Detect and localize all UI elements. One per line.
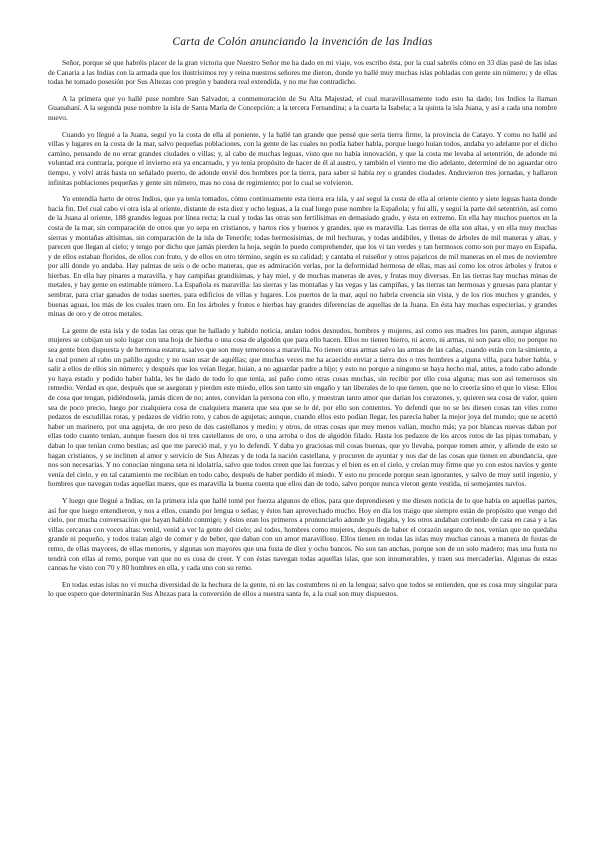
paragraph: Cuando yo llegué a la Juana, seguí yo la costa de ella al poniente, y la hallé tan grande que pensé que sería tierra firme, la provincia de Catayo. Y como no hallé así villas y lugares en la costa de la mar, salvo pequeñas poblaciones, con la gente de las cuales no podía haber habla, porque luego huían todos, andaba yo adelante por el dicho camino, pensando de no errar grandes ciudades o villas; y, al cabo de muchas leguas, visto que no había innovación, y que la costa me levaba al setentrión, de adonde mi voluntad era contraria, porque el invierno era ya encarnado, y yo tenía propósito de hacer de él al austro, y también el viento me dio adelante, determiné de no aguardar otro tiempo, y volví atrás hasta un señalado puerto, de adonde envié dos hombres por la tierra, para saber si había rey o grandes ciudades. Anduvieron tres jornadas, y hallaron infinitas poblaciones pequeñas y gente sin número, mas no cosa de regimiento; por lo cual se volvieron. — [48, 129, 557, 187]
paragraph: Señor, porque sé que habréis placer de la gran victoria que Nuestro Señor me ha dado en mi viaje, vos escribo ésta, por la cual sabréis cómo en 33 días pasé de las islas de Canaria a las Indias con la armada que los ilustrísimos rey y reina nuestros señores me dieron, donde yo hallé muy muchas islas pobladas con gente sin número; y de ellas todas he tomado posesión por Sus Altezas con pregón y bandera real extendida, y no me fue contradicho. — [48, 58, 557, 87]
paragraph: Y luego que llegué a Indias, en la primera isla que hallé tomé por fuerza algunos de ellos, para que deprendiesen y me diesen noticia de lo que había en aquellas partes, así fue que luego entendieron, y nos a ellos, cuando por lengua o señas; y éstos han aprovechado mucho. Hoy en día los traigo que siempre están de propósito que vengo del cielo, por mucha conversación que hayan habido conmigo; y éstos eran los primeros a pronunciarlo adonde yo llegaba, y los otros andaban corriendo de casa en casa y a las villas cercanas con voces altas: venid, venid a ver la gente del cielo; así todos, hombres como mujeres, después de haber el corazón seguro de nos, venían que no quedaba grande ni pequeño, y todos traían algo de comer y de beber, que daban con un amor maravilloso. Ellos tienen en todas las islas muy muchas canoas a manera de fustas de remo, de ellas mayores, de ellas menores, y algunas son mayores que una fusta de diez y ocho bancos. No son tan anchas, porque son de un solo madero; mas una fusta no tendrá con ellas al remo, porque van que no es cosa de creer. Y con éstas navegan todas aquellas islas, que son innumerables, y traen sus mercaderías. Algunas de estas canoas he visto con 70 y 80 hombres en ella, y cada uno con su remo. — [48, 495, 557, 573]
paragraph: Yo entendía harto de otros Indios, que ya tenía tomados, cómo continuamente esta tierra era isla, y así seguí la costa de ella al oriente ciento y siete leguas hasta donde hacía fin. Del cual cabo vi otra isla al oriente, distante de esta diez y ocho leguas, a la cual luego puse nombre la Española; y fui allí, y seguí la parte del setentrión, así como de la Juana al oriente, 188 grandes leguas por línea recta; la cual y todas las otras son fertilísimas en demasiado grado, y ésta en extremo. En ella hay muchos puertos en la costa de la mar, sin comparación de otros que yo sepa en cristianos, y hartos ríos y buenos y grandes, que es maravilla. Las tierras de ella son altas, y en ella muy muchas sierras y montañas altísimas, sin comparación de la isla de Tenerife; todas hermosísimas, de mil hechuras, y todas andábiles, y llenas de árboles de mil maneras y altas, y parecen que llegan al cielo; y tengo por dicho que jamás pierden la hoja, según lo puedo comprehender, que los vi tan verdes y tan hermosos como son por mayo en España, y de ellos estaban floridos, de ellos con fruto, y de ellos en otro término, según es su calidad; y cantaba el ruiseñor y otros pajaricos de mil maneras en el mes de noviembre por allí donde yo andaba. Hay palmas de seis o de ocho maneras, que es admiración verlas, por la deformidad hermosa de ellas, mas así como los otros árboles y frutos e hierbas. En ella hay pinares a maravilla, y hay campiñas grandísimas, y hay miel, y de muchas maneras de aves, y frutas muy diversas. En las tierras hay muchas minas de metales, y hay gente en estimable número. La Española es maravilla: las sierras y las montañas y las vegas y las campiñas, y las tierras tan hermosas y gruesas para plantar y sembrar, para criar ganados de todas suertes, para edificios de villas y lugares. Los puertos de la mar, aquí no habría creencia sin vista, y de los ríos muchos y grandes, y buenas aguas, los más de los cuales traen oro. En los árboles y frutos e hierbas hay grandes diferencias de aquellas de la Juana. En ésta hay muchas especierías, y grandes minas de oro y de otros metales. — [48, 194, 557, 319]
paragraph: La gente de esta isla y de todas las otras que he hallado y habido noticia, andan todos desnudos, hombres y mujeres, así como sus madres los paren, aunque algunas mujeres se cobijan un solo lugar con una hoja de hierba o una cosa de algodón que para ello hacen. Ellos no tienen hierro, ni acero, ni armas, ni son para ello; no porque no sea gente bien dispuesta y de hermosa estatura, salvo que son muy temerosos a maravilla. No tienen otras armas salvo las armas de las cañas, cuando están con la simiente, a la cual ponen al cabo un palillo agudo; y no osan usar de aquéllas; que muchas veces me ha acaecido enviar a tierra dos o tres hombres a alguna villa, para haber habla, y salir a ellos de ellos sin número; y después que los veían llegar, huían, a no aguardar padre a hijo; y esto no porque a ninguno se haya hecho mal, antes, a todo cabo adonde yo haya estado y podido haber habla, les he dado de todo lo que tenía, así paño como otras cosas muchas, sin recibir por ello cosa alguna; mas son así temerosos sin remedio. Verdad es que, después que se aseguran y pierden este miedo, ellos son tanto sin engaño y tan liberales de lo que tienen, que no lo creería sino el que lo viese. Ellos de cosa que tengan, pidiéndosela, jamás dicen de no; antes, convidan la persona con ello, y muestran tanto amor que darían los corazones, y, quieren sea cosa de valor, quien sea de poco precio, luego por cualquiera cosa de cualquiera manera que sea que se le dé, por ello son contentos. Yo defendí que no se les diesen cosas tan viles como pedazos de escudillas rotas, y pedazos de vidrio roto, y cabos de agujetas; aunque, cuando ellos esto podían llegar, les parecía haber la mejor joya del mundo; que se acertó haber un marinero, por una agujeta, de oro peso de dos castellanos y medio; y otros, de otras cosas que muy menos valían, mucho más; ya por blancas nuevas daban por ellas todo cuanto tenían, aunque fuesen dos ni tres castellanos de oro, o una arroba o dos de algodón filado. Hasta los pedazos de los arcos rotos de las pipas tomaban, y daban lo que tenían como bestias; así que me pareció mal, y yo lo defendí. Y daba yo graciosas mil cosas buenas, que yo llevaba, porque tomen amor, y allende de esto se hagan cristianos, y se inclinen al amor y servicio de Sus Altezas y de toda la nación castellana, y procuren de ayuntar y nos dar de las cosas que tienen en abundancia, que nos son necesarias. Y no conocían ninguna seta ni idolatría, salvo que todos creen que las fuerzas y el bien es en el cielo, y creían muy firme que yo con estos navíos y gente venía del cielo, y en tal catamiento me recibían en todo cabo, después de haber perdido el miedo. Y esto no procede porque sean ignorantes, y salvo de muy sutil ingenio, y hombres que navegan todas aquellas mares, que es maravilla la buena cuenta que ellos dan de todo, salvo porque nunca vieron gente vestida, ni semejantes navíos. — [48, 325, 557, 489]
paragraph: En todas estas islas no vi mucha diversidad de la hechura de la gente, ni en las costumbres ni en la lengua; salvo que todos se entienden, que es cosa muy singular para lo que espero que determinarán Sus Altezas para la conversión de ellos a nuestra santa fe, a la cual son muy dispuestos. — [48, 579, 557, 599]
paragraph: A la primera que yo hallé puse nombre San Salvador, a conmemoración de Su Alta Majestad, el cual maravillosamente todo esto ha dado; los Indios la llaman Guanahaní. A la segunda puse nombre la isla de Santa María de Concepción; a la tercera Fernandina; a la cuarta la Isabela; a la quinta la isla Juana, y así a cada una nombre nuevo. — [48, 93, 557, 122]
page-title: Carta de Colón anunciando la invención de las Indias — [172, 36, 433, 48]
letter-body — [48, 58, 557, 599]
